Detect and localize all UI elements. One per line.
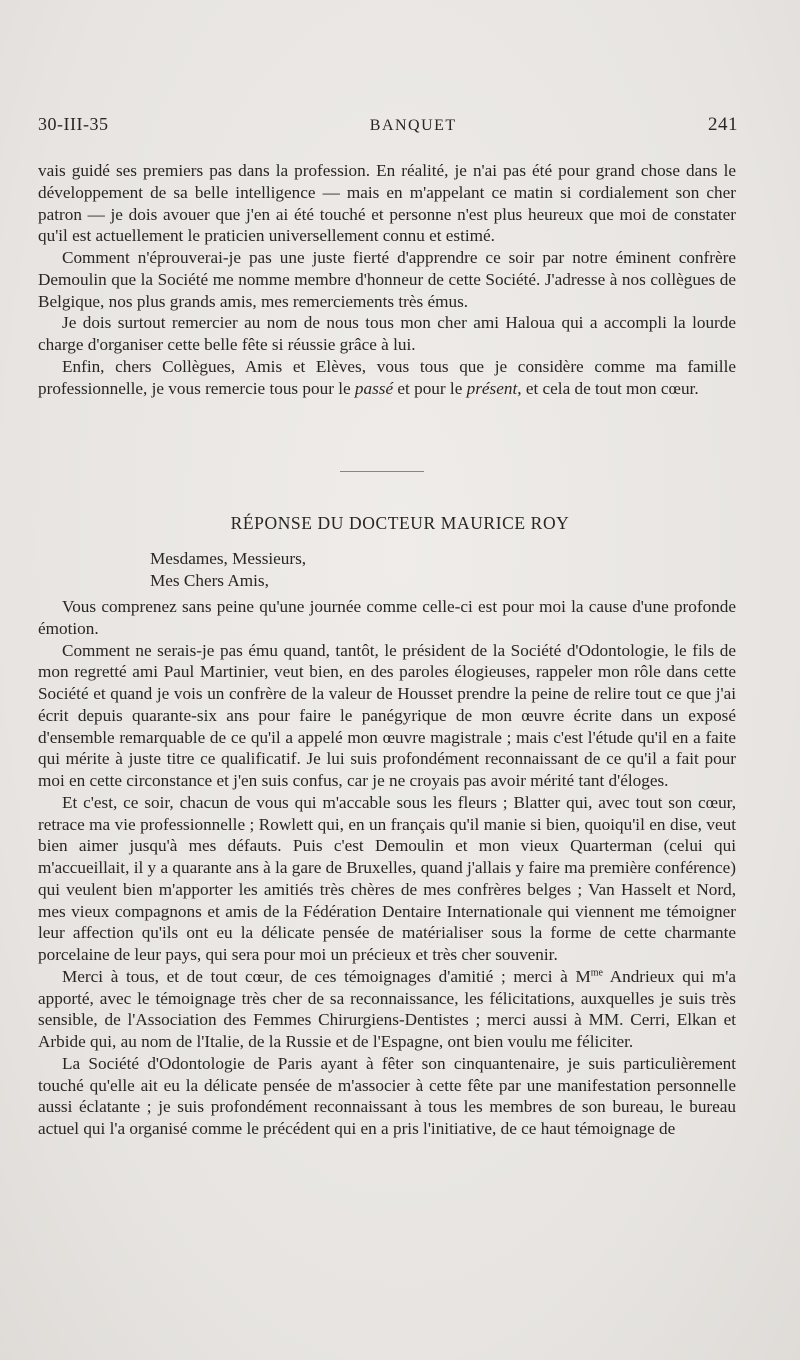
section-heading: RÉPONSE DU DOCTEUR MAURICE ROY: [230, 513, 570, 533]
paragraph: Vous comprenez sans peine qu'une journée comme celle-ci est pour moi la cause d'une profonde émotion.: [38, 597, 736, 638]
superscript: me: [590, 967, 603, 979]
paragraph: Je dois surtout remercier au nom de nous tous mon cher ami Haloua qui a accompli la lourde charge d'organiser cette belle fête si réussie grâce à lui.: [38, 313, 736, 354]
page-number: 241: [707, 114, 738, 135]
header-title: BANQUET: [369, 117, 457, 134]
text-run: et pour le: [393, 378, 467, 398]
speech-continuation: [38, 160, 736, 399]
paragraph: Comment ne serais-je pas ému quand, tantôt, le président de la Société d'Odontologie, le fils de mon regretté ami Paul Martinier, veut bien, en des paroles élogieuses, rappeler mon rôle dans cette Société et quand je vois un confrère de la valeur de Housset prendre la peine de relire tout ce que j'ai écrit depuis quarante-six ans pour faire le panégyrique de mon œuvre écrite dans un exposé d'ensemble remarquable de ce qu'il a appelé mon œuvre magistrale ; mais c'est l'étude qu'il en a faite qui mérite à juste titre ce qualificatif. Je lui suis profondément reconnaissant de ce qu'il a fait pour moi en cette circonstance et j'en suis confus, car je ne croyais pas avoir mérité tant d'éloges.: [38, 640, 736, 790]
paragraph-thanks: [38, 966, 736, 1053]
italic-word: passé: [354, 378, 394, 398]
section-divider: [340, 471, 424, 472]
paragraph: La Société d'Odontologie de Paris ayant à fêter son cinquantenaire, je suis particulièrement touché qu'elle ait eu la délicate pensée de m'associer à cette fête par une manifestation personnelle aussi éclatante ; je suis profondément reconnaissant à tous les membres de son bureau, le bureau actuel qui l'a organisé comme le précédent qui en a pris l'initiative, de ce haut témoignage de: [38, 1053, 736, 1138]
text-run: Enfin, chers Collègues, Amis et Elèves, vous tous que je considère comme ma famille professionnelle, je vous remercie tous pour le: [38, 356, 736, 398]
italic-word: présent: [466, 378, 518, 398]
text-run: Merci à tous, et de tout cœur, de ces témoignages d'amitié ; merci à M: [62, 966, 591, 986]
header-date: 30-III-35: [38, 114, 109, 134]
paragraph: Et c'est, ce soir, chacun de vous qui m'accable sous les fleurs ; Blatter qui, avec tout son cœur, retrace ma vie professionnelle ; Rowlett qui, en un français qu'il manie si bien, quoiqu'il en dise, veut bien aimer jusqu'à mes défauts. Puis c'est Demoulin et mon vieux Quarterman (celui qui m'accueillait, il y a quarante ans à la gare de Bruxelles, quand j'allais y faire ma première conférence) qui veulent bien m'apporter les amitiés très chères de mes confrères belges ; Van Hasselt et Nord, mes vieux compagnons et amis de la Fédération Dentaire Internationale qui viennent me témoigner leur affection qu'ils ont eu la délicate pensée de matérialiser sous la forme de cette charmante porcelaine de leur pays, qui sera pour moi un précieux et très cher souvenir.: [38, 792, 736, 964]
speech-body: [38, 596, 736, 1140]
running-header: [38, 114, 738, 136]
salutation-line: Mesdames, Messieurs,: [150, 549, 307, 568]
paragraph-closing: [38, 356, 736, 400]
text-run: Andrieux qui m'a apporté, avec le témoignage très cher de sa reconnaissance, les félicitations, auxquelles je suis très sensible, de l'Association des Femmes Chirurgiens-Dentistes ; merci aussi à MM. Cerri, Elkan et Arbide qui, au nom de l'Italie, de la Russie et de l'Espagne, ont bien voulu me féliciter.: [38, 966, 737, 1051]
paragraph: vais guidé ses premiers pas dans la profession. En réalité, je n'ai pas été pour grand chose dans le développement de sa belle intelligence — mais en m'appelant ce matin si cordialement son cher patron — je dois avouer que j'en ai été touché et personne n'est plus heureux que moi de constater qu'il est actuellement le praticien universellement connu et estimé.: [38, 161, 736, 246]
salutation-line: Mes Chers Amis,: [150, 570, 269, 590]
paragraph: Comment n'éprouverai-je pas une juste fierté d'apprendre ce soir par notre éminent confrère Demoulin que la Société me nomme membre d'honneur de cette Société. J'adresse à nos collègues de Belgique, nos plus grands amis, mes remerciements très émus.: [38, 248, 736, 311]
salutation: [150, 548, 306, 592]
text-run: , et cela de tout mon cœur.: [517, 378, 699, 398]
